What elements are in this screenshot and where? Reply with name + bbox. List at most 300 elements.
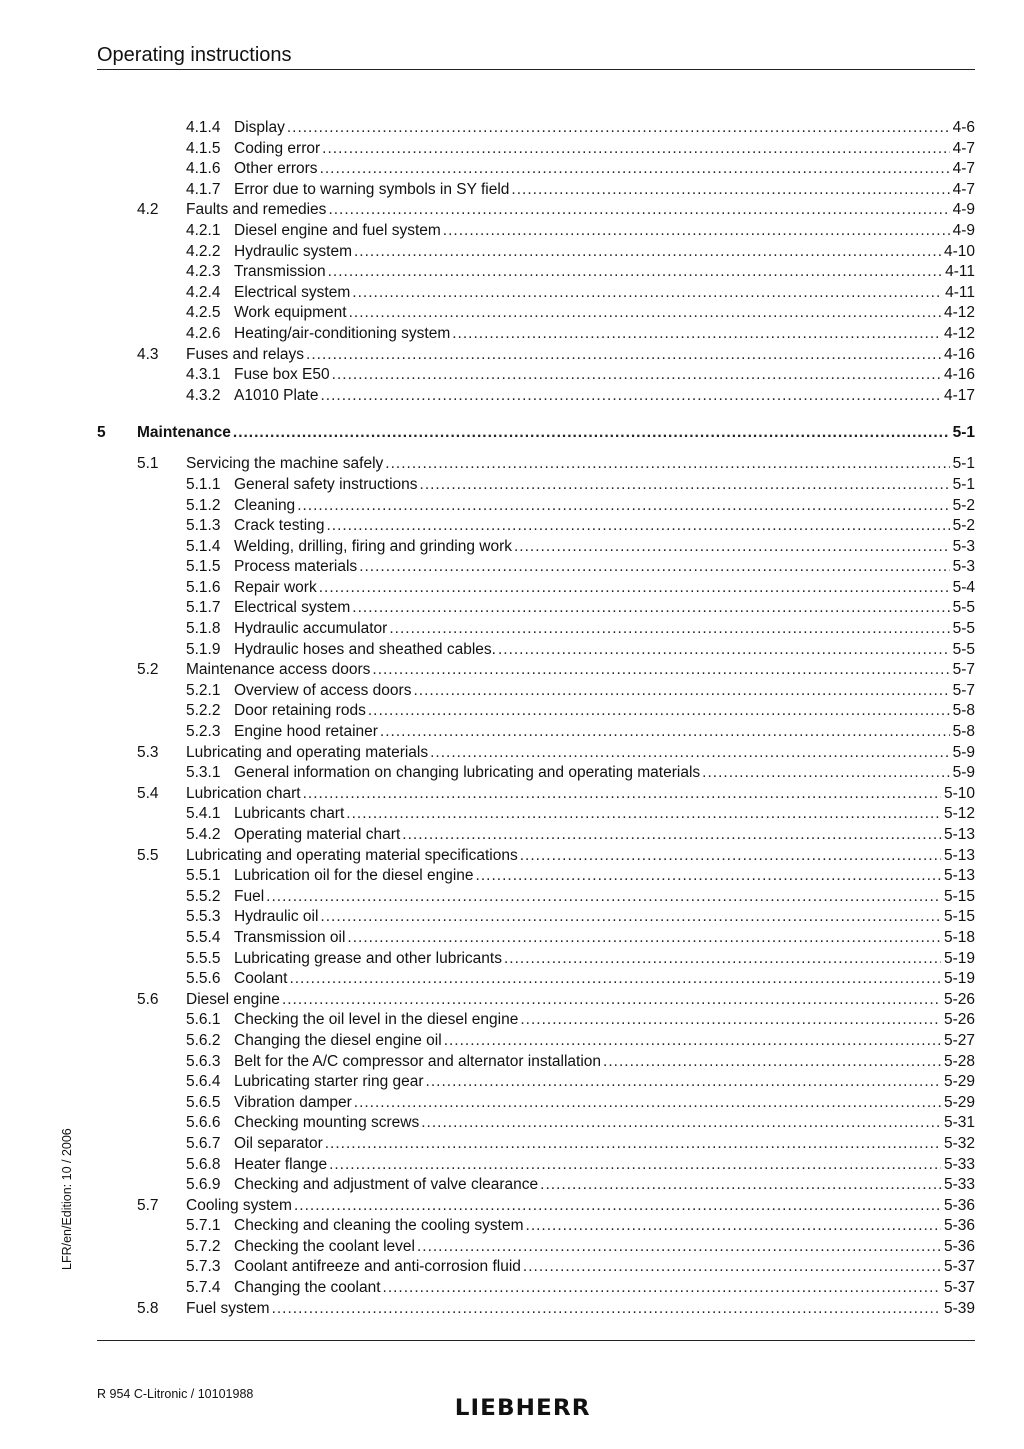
toc-dot-leader xyxy=(347,928,941,949)
toc-entry-number: 5.3 xyxy=(137,743,159,761)
toc-entry-line xyxy=(186,990,975,1011)
toc-entry-line xyxy=(186,1196,975,1217)
toc-entry[interactable] xyxy=(97,578,975,599)
toc-entry-title: Crack testing xyxy=(234,516,326,537)
toc-dot-leader xyxy=(320,907,941,928)
toc-entry-number: 5.6.6 xyxy=(186,1114,221,1132)
toc-dot-leader xyxy=(320,159,950,180)
toc-entry-line xyxy=(234,619,975,640)
toc-dot-leader xyxy=(319,578,950,599)
toc-entry-line xyxy=(234,681,975,702)
toc-entry-line xyxy=(234,475,975,496)
toc-entry[interactable] xyxy=(97,1155,975,1176)
toc-entry[interactable] xyxy=(97,345,975,366)
toc-entry-title: Changing the coolant xyxy=(234,1278,383,1299)
toc-entry-number: 4.2.1 xyxy=(186,221,221,239)
toc-entry-number: 5.7 xyxy=(137,1196,159,1214)
toc-entry-page: 5-1 xyxy=(950,416,975,450)
toc-entry-page: 5-26 xyxy=(941,1010,975,1031)
toc-entry-title: Welding, drilling, firing and grinding work xyxy=(234,537,514,558)
toc-entry[interactable] xyxy=(97,139,975,160)
toc-entry[interactable] xyxy=(97,1257,975,1278)
toc-dot-leader xyxy=(303,784,941,805)
toc-entry-line xyxy=(234,118,975,139)
toc-entry-number: 5.1.3 xyxy=(186,517,221,535)
toc-entry[interactable] xyxy=(97,118,975,139)
toc-entry-title: Heating/air-conditioning system xyxy=(234,324,452,345)
toc-entry-line xyxy=(234,139,975,160)
toc-entry-page: 5-39 xyxy=(941,1299,975,1320)
toc-entry-page: 5-3 xyxy=(950,557,975,578)
toc-entry-title: Maintenance access doors xyxy=(186,660,372,681)
toc-entry-line xyxy=(234,557,975,578)
toc-entry-line xyxy=(234,516,975,537)
toc-dot-leader xyxy=(272,1299,941,1320)
toc-entry-number: 5.7.3 xyxy=(186,1258,221,1276)
toc-entry[interactable] xyxy=(97,1299,975,1320)
toc-entry-page: 5-10 xyxy=(941,784,975,805)
toc-entry-title: General safety instructions xyxy=(234,475,420,496)
toc-dot-leader xyxy=(603,1052,941,1073)
toc-entry-page: 5-36 xyxy=(941,1216,975,1237)
toc-entry-line xyxy=(186,1299,975,1320)
toc-dot-leader xyxy=(421,1113,941,1134)
toc-entry-page: 5-5 xyxy=(950,598,975,619)
toc-entry[interactable] xyxy=(97,1237,975,1258)
toc-entry[interactable] xyxy=(97,283,975,304)
toc-entry-line xyxy=(234,928,975,949)
toc-entry-title: A1010 Plate xyxy=(234,386,320,407)
toc-entry-page: 5-12 xyxy=(941,804,975,825)
toc-entry-line xyxy=(234,1113,975,1134)
toc-entry-number: 4.2.5 xyxy=(186,304,221,322)
toc-entry[interactable] xyxy=(97,825,975,846)
toc-dot-leader xyxy=(359,557,949,578)
toc-entry[interactable] xyxy=(97,1072,975,1093)
toc-dot-leader xyxy=(325,1134,941,1155)
toc-dot-leader xyxy=(413,681,949,702)
toc-entry-title: General information on changing lubricating and operating materials xyxy=(234,763,702,784)
toc-entry-number: 5.2.2 xyxy=(186,702,221,720)
toc-dot-leader xyxy=(326,516,949,537)
toc-entry-page: 5-8 xyxy=(950,701,975,722)
toc-entry-number: 5.6 xyxy=(137,990,159,1008)
toc-entry-number: 4.1.5 xyxy=(186,139,221,157)
toc-entry[interactable] xyxy=(97,887,975,908)
toc-entry-number: 5.4.1 xyxy=(186,805,221,823)
toc-entry[interactable] xyxy=(97,598,975,619)
toc-entry[interactable] xyxy=(97,159,975,180)
toc-dot-leader xyxy=(430,743,949,764)
toc-dot-leader xyxy=(233,416,950,450)
toc-entry-line xyxy=(234,804,975,825)
toc-entry-title: Electrical system xyxy=(234,283,352,304)
toc-entry-number: 5.1.2 xyxy=(186,496,221,514)
toc-entry-number: 5.1.9 xyxy=(186,640,221,658)
toc-entry-number: 5.1.5 xyxy=(186,558,221,576)
toc-entry-number: 4.1.7 xyxy=(186,180,221,198)
toc-entry-line xyxy=(234,722,975,743)
toc-entry-title: Fuel xyxy=(234,887,266,908)
toc-entry-line xyxy=(234,701,975,722)
toc-entry-line xyxy=(234,887,975,908)
toc-entry-number: 5.1 xyxy=(137,455,159,473)
toc-entry-title: Lubricating and operating materials xyxy=(186,743,430,764)
toc-dot-leader xyxy=(368,701,950,722)
toc-entry-page: 5-27 xyxy=(941,1031,975,1052)
toc-dot-leader xyxy=(514,537,950,558)
toc-dot-leader xyxy=(346,804,941,825)
toc-entry-line xyxy=(234,1134,975,1155)
toc-dot-leader xyxy=(504,949,941,970)
toc-entry-page: 5-9 xyxy=(950,743,975,764)
toc-entry-number: 5.1.8 xyxy=(186,620,221,638)
toc-entry-page: 5-33 xyxy=(941,1155,975,1176)
toc-entry-line xyxy=(234,324,975,345)
toc-entry-number: 5.1.6 xyxy=(186,578,221,596)
toc-entry-page: 4-11 xyxy=(942,283,975,304)
toc-entry-page: 4-10 xyxy=(941,242,975,263)
toc-dot-leader xyxy=(389,619,949,640)
toc-entry-line xyxy=(234,262,975,283)
toc-entry-line xyxy=(234,386,975,407)
toc-dot-leader xyxy=(540,1175,941,1196)
toc-entry-title: Coolant antifreeze and anti-corrosion fluid xyxy=(234,1257,523,1278)
toc-entry-line xyxy=(186,784,975,805)
toc-dot-leader xyxy=(306,345,941,366)
toc-entry-line xyxy=(234,763,975,784)
toc-entry[interactable] xyxy=(97,846,975,867)
toc-entry[interactable] xyxy=(97,324,975,345)
toc-entry-page: 5-2 xyxy=(950,496,975,517)
toc-entry[interactable] xyxy=(97,454,975,475)
toc-entry-title: Process materials xyxy=(234,557,359,578)
toc-dot-leader xyxy=(289,969,941,990)
toc-entry-title: Vibration damper xyxy=(234,1093,354,1114)
toc-entry-page: 5-37 xyxy=(941,1278,975,1299)
toc-entry-title: Other errors xyxy=(234,159,320,180)
toc-entry-number: 5.5.2 xyxy=(186,887,221,905)
toc-entry[interactable] xyxy=(97,262,975,283)
toc-entry[interactable] xyxy=(97,743,975,764)
toc-entry-line xyxy=(234,537,975,558)
toc-entry[interactable] xyxy=(97,180,975,201)
toc-dot-leader xyxy=(294,1196,941,1217)
toc-entry-title: Hydraulic oil xyxy=(234,907,320,928)
toc-entry-page: 5-7 xyxy=(950,660,975,681)
toc-entry-number: 5.4.2 xyxy=(186,826,221,843)
toc-entry[interactable] xyxy=(97,221,975,242)
toc-dot-leader xyxy=(320,386,941,407)
toc-entry-page: 5-1 xyxy=(950,454,975,475)
toc-entry-page: 5-9 xyxy=(950,763,975,784)
toc-entry-title: Hydraulic system xyxy=(234,242,354,263)
toc-entry[interactable] xyxy=(97,386,975,407)
toc-entry-page: 5-37 xyxy=(941,1257,975,1278)
toc-entry-number: 5.5 xyxy=(137,846,159,864)
toc-entry-number: 4.3.2 xyxy=(186,386,221,404)
toc-entry-line xyxy=(234,496,975,517)
toc-entry[interactable] xyxy=(97,1052,975,1073)
toc-entry-number: 5.3.1 xyxy=(186,764,221,782)
toc-entry-page: 5-33 xyxy=(941,1175,975,1196)
toc-entry-number: 5.2.1 xyxy=(186,681,221,699)
toc-entry[interactable] xyxy=(97,1010,975,1031)
toc-entry-title: Cooling system xyxy=(186,1196,294,1217)
toc-dot-leader xyxy=(520,1010,941,1031)
toc-dot-leader xyxy=(352,598,949,619)
toc-dot-leader xyxy=(476,866,941,887)
toc-entry[interactable] xyxy=(97,200,975,221)
toc-entry-line xyxy=(234,578,975,599)
toc-dot-leader xyxy=(322,139,949,160)
toc-entry-page: 5-8 xyxy=(950,722,975,743)
toc-entry[interactable] xyxy=(97,1216,975,1237)
toc-entry-page: 5-36 xyxy=(941,1196,975,1217)
toc-dot-leader xyxy=(329,1155,941,1176)
toc-entry-number: 5.5.3 xyxy=(186,908,221,926)
toc-entry-line xyxy=(234,221,975,242)
toc-entry-number: 5.2 xyxy=(137,661,159,679)
toc-entry-title: Hydraulic accumulator xyxy=(234,619,389,640)
toc-dot-leader xyxy=(349,303,941,324)
toc-dot-leader xyxy=(372,660,949,681)
toc-entry-line xyxy=(234,949,975,970)
toc-entry-number: 4.1.6 xyxy=(186,160,221,178)
toc-entry-line xyxy=(234,159,975,180)
toc-entry-line xyxy=(234,1237,975,1258)
toc-entry-page: 5-26 xyxy=(941,990,975,1011)
toc-entry-page: 4-12 xyxy=(941,324,975,345)
toc-entry-number: 5.5.6 xyxy=(186,970,221,988)
toc-entry-title: Diesel engine and fuel system xyxy=(234,221,443,242)
toc-entry-number: 4.1.4 xyxy=(186,119,221,136)
toc-entry-number: 5.7.2 xyxy=(186,1237,221,1255)
toc-entry[interactable] xyxy=(97,928,975,949)
toc-dot-leader xyxy=(402,825,941,846)
toc-entry[interactable] xyxy=(97,640,975,661)
toc-entry-title: Changing the diesel engine oil xyxy=(234,1031,444,1052)
toc-entry-title: Display xyxy=(234,118,287,139)
toc-entry-number: 5.5.1 xyxy=(186,867,221,885)
toc-entry[interactable] xyxy=(97,784,975,805)
toc-entry-page: 5-29 xyxy=(941,1093,975,1114)
toc-entry[interactable] xyxy=(97,537,975,558)
toc-entry[interactable] xyxy=(97,990,975,1011)
toc-entry-number: 4.3 xyxy=(137,345,159,363)
toc-dot-leader xyxy=(420,475,950,496)
toc-entry-page: 5-13 xyxy=(941,825,975,846)
toc-dot-leader xyxy=(380,722,950,743)
toc-entry-number: 4.3.1 xyxy=(186,366,221,384)
toc-entry-page: 5-7 xyxy=(950,681,975,702)
toc-entry-title: Repair work xyxy=(234,578,319,599)
toc-entry-number: 5.5.5 xyxy=(186,949,221,967)
toc-entry-line xyxy=(186,660,975,681)
toc-entry-line xyxy=(234,1093,975,1114)
toc-entry[interactable] xyxy=(97,722,975,743)
toc-entry-number: 5.6.7 xyxy=(186,1134,221,1152)
toc-entry[interactable] xyxy=(97,681,975,702)
toc-entry-title: Lubricating grease and other lubricants xyxy=(234,949,504,970)
toc-entry-title: Checking the coolant level xyxy=(234,1237,417,1258)
toc-entry-number: 5.5.4 xyxy=(186,928,221,946)
header-divider xyxy=(97,69,975,70)
toc-dot-leader xyxy=(702,763,949,784)
toc-entry[interactable] xyxy=(97,1113,975,1134)
toc-entry-number: 5.8 xyxy=(137,1299,159,1317)
toc-entry-page: 4-6 xyxy=(950,118,975,139)
toc-dot-leader xyxy=(328,262,943,283)
toc-entry-title: Servicing the machine safely xyxy=(186,454,385,475)
toc-entry-number: 4.2 xyxy=(137,201,159,219)
toc-dot-leader xyxy=(282,990,941,1011)
toc-entry-title: Checking the oil level in the diesel engine xyxy=(234,1010,520,1031)
toc-entry-title: Belt for the A/C compressor and alternator installation xyxy=(234,1052,603,1073)
toc-entry-line xyxy=(234,303,975,324)
toc-entry-page: 5-15 xyxy=(941,907,975,928)
toc-entry-number: 5 xyxy=(97,424,106,442)
toc-entry[interactable] xyxy=(97,496,975,517)
toc-entry-title: Oil separator xyxy=(234,1134,325,1155)
toc-entry-page: 5-32 xyxy=(941,1134,975,1155)
toc-chapter-entry[interactable] xyxy=(97,416,975,450)
toc-entry-title: Faults and remedies xyxy=(186,200,328,221)
toc-entry-title: Fuses and relays xyxy=(186,345,306,366)
toc-entry-line xyxy=(234,825,975,846)
toc-entry-page: 4-12 xyxy=(941,303,975,324)
toc-entry-title: Coolant xyxy=(234,969,289,990)
toc-entry-number: 4.2.4 xyxy=(186,283,221,301)
toc-entry-title: Checking and cleaning the cooling system xyxy=(234,1216,526,1237)
toc-entry-line xyxy=(234,866,975,887)
toc-entry-line xyxy=(234,1278,975,1299)
toc-entry-page: 5-5 xyxy=(950,640,975,661)
toc-entry-title: Electrical system xyxy=(234,598,352,619)
toc-entry-page: 5-36 xyxy=(941,1237,975,1258)
toc-entry-title: Transmission xyxy=(234,262,328,283)
toc-entry-line xyxy=(234,598,975,619)
toc-dot-leader xyxy=(444,1031,941,1052)
toc-entry[interactable] xyxy=(97,1031,975,1052)
toc-entry-line xyxy=(186,846,975,867)
toc-dot-leader xyxy=(417,1237,941,1258)
toc-dot-leader xyxy=(287,118,950,139)
toc-entry-page: 5-29 xyxy=(941,1072,975,1093)
toc-entry-line xyxy=(234,242,975,263)
toc-entry-title: Maintenance xyxy=(137,416,233,450)
footer-divider xyxy=(97,1340,975,1341)
toc-entry-line xyxy=(186,345,975,366)
toc-entry-title: Error due to warning symbols in SY field xyxy=(234,180,511,201)
toc-entry-page: 5-19 xyxy=(941,969,975,990)
toc-entry-number: 4.2.2 xyxy=(186,242,221,260)
toc-entry[interactable] xyxy=(97,516,975,537)
table-of-contents xyxy=(97,118,975,1319)
toc-dot-leader xyxy=(520,846,941,867)
toc-entry[interactable] xyxy=(97,1134,975,1155)
toc-entry[interactable] xyxy=(97,242,975,263)
toc-entry[interactable] xyxy=(97,475,975,496)
toc-entry-title: Coding error xyxy=(234,139,322,160)
toc-entry[interactable] xyxy=(97,660,975,681)
toc-entry-title: Lubricants chart xyxy=(234,804,346,825)
page-header-title: Operating instructions xyxy=(97,44,292,66)
toc-dot-leader xyxy=(452,324,941,345)
toc-entry-title: Cleaning xyxy=(234,496,297,517)
toc-entry-page: 5-2 xyxy=(950,516,975,537)
toc-entry-number: 5.6.2 xyxy=(186,1031,221,1049)
footer-doc-ref: R 954 C-Litronic / 10101988 xyxy=(97,1387,254,1401)
toc-entry-page: 5-19 xyxy=(941,949,975,970)
toc-entry-line xyxy=(234,969,975,990)
toc-dot-leader xyxy=(498,640,950,661)
toc-entry[interactable] xyxy=(97,949,975,970)
toc-entry-page: 4-7 xyxy=(950,159,975,180)
toc-entry[interactable] xyxy=(97,557,975,578)
toc-entry-number: 5.6.3 xyxy=(186,1052,221,1070)
toc-dot-leader xyxy=(354,1093,941,1114)
toc-entry-number: 5.1.4 xyxy=(186,537,221,555)
toc-entry-page: 5-5 xyxy=(950,619,975,640)
toc-dot-leader xyxy=(352,283,942,304)
toc-dot-leader xyxy=(383,1278,941,1299)
toc-entry[interactable] xyxy=(97,303,975,324)
toc-entry[interactable] xyxy=(97,969,975,990)
toc-entry[interactable] xyxy=(97,866,975,887)
toc-entry-line xyxy=(234,1155,975,1176)
toc-entry[interactable] xyxy=(97,1175,975,1196)
toc-entry-line xyxy=(234,1031,975,1052)
toc-entry-number: 5.1.1 xyxy=(186,475,221,493)
liebherr-logo: LIEBHERR xyxy=(454,1396,591,1421)
toc-entry-line xyxy=(234,1216,975,1237)
edition-side-text: LFR/en/Edition: 10 / 2006 xyxy=(60,1128,74,1270)
toc-dot-leader xyxy=(328,200,949,221)
toc-entry-title: Heater flange xyxy=(234,1155,329,1176)
toc-entry[interactable] xyxy=(97,1093,975,1114)
toc-entry-title: Work equipment xyxy=(234,303,349,324)
toc-entry-page: 4-16 xyxy=(941,345,975,366)
toc-entry-line xyxy=(186,743,975,764)
toc-entry-line xyxy=(234,640,975,661)
toc-entry-page: 4-17 xyxy=(941,386,975,407)
toc-entry-line xyxy=(137,416,975,450)
toc-entry[interactable] xyxy=(97,365,975,386)
toc-entry[interactable] xyxy=(97,907,975,928)
toc-entry[interactable] xyxy=(97,1196,975,1217)
toc-entry-page: 4-7 xyxy=(950,180,975,201)
toc-entry-page: 5-1 xyxy=(950,475,975,496)
toc-entry-number: 5.7.1 xyxy=(186,1217,221,1235)
toc-entry[interactable] xyxy=(97,804,975,825)
toc-entry-line xyxy=(234,907,975,928)
toc-entry-number: 4.2.6 xyxy=(186,324,221,342)
toc-entry-page: 5-13 xyxy=(941,866,975,887)
toc-entry[interactable] xyxy=(97,701,975,722)
toc-dot-leader xyxy=(297,496,949,517)
toc-entry-line xyxy=(234,1175,975,1196)
toc-entry-title: Hydraulic hoses and sheathed cables. xyxy=(234,640,498,661)
toc-entry[interactable] xyxy=(97,619,975,640)
toc-entry[interactable] xyxy=(97,763,975,784)
toc-dot-leader xyxy=(385,454,949,475)
toc-entry-page: 5-28 xyxy=(941,1052,975,1073)
toc-entry-title: Door retaining rods xyxy=(234,701,368,722)
toc-entry-page: 5-3 xyxy=(950,537,975,558)
toc-entry[interactable] xyxy=(97,1278,975,1299)
toc-dot-leader xyxy=(266,887,941,908)
